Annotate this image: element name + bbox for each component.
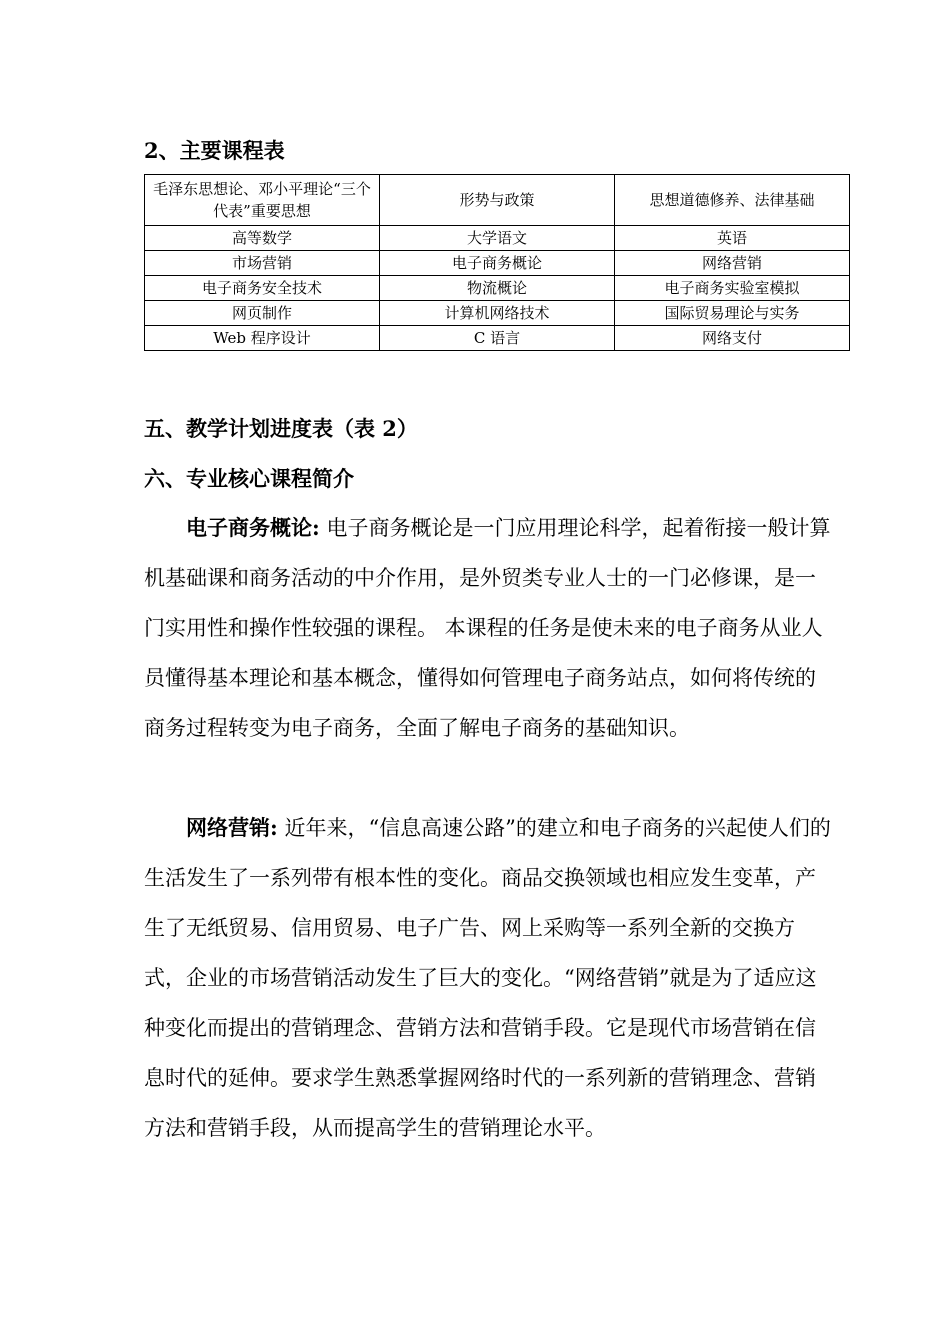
table-cell: 形势与政策 [380,175,615,226]
table-row [145,251,850,276]
table-cell: 网络支付 [615,326,850,351]
table-cell: 物流概论 [380,276,615,301]
table-row [145,175,850,226]
table-cell: Web 程序设计 [145,326,380,351]
table-cell: 大学语文 [380,226,615,251]
course-intro-ecommerce [144,503,832,753]
table-cell: 网络营销 [615,251,850,276]
course-table [144,174,850,351]
course-name: 电子商务概论: [186,515,320,540]
table-row [145,276,850,301]
table-cell: C 语言 [380,326,615,351]
course-description: 近年来，“信息高速公路”的建立和电子商务的兴起使人们的生活发生了一系列带有根本性的变化。商品交换领域也相应发生变革，产生了无纸贸易、信用贸易、电子广告、网上采购等一系列全新的交换方式，企业的市场营销活动发生了巨大的变化。“网络营销”就是为了适应这种变化而提出的营销理念、营销方法和营销手段。它是现代市场营销在信息时代的延伸。要求学生熟悉掌握网络时代的一系列新的营销理念、营销方法和营销手段，从而提高学生的营销理论水平。 [144,816,831,1140]
table-row [145,326,850,351]
course-name: 网络营销: [186,815,278,840]
table-cell: 思想道德修养、法律基础 [615,175,850,226]
table-row [145,301,850,326]
table-cell: 毛泽东思想论、邓小平理论“三个代表”重要思想 [145,175,380,226]
table-row [145,226,850,251]
course-intro-network-marketing [144,803,832,1153]
section-six-heading: 六、专业核心课程简介 [144,466,354,491]
table-cell: 英语 [615,226,850,251]
section-five-heading: 五、教学计划进度表（表 2） [144,416,418,441]
table-cell: 网页制作 [145,301,380,326]
table-cell: 电子商务概论 [380,251,615,276]
course-description: 电子商务概论是一门应用理论科学，起着衔接一般计算机基础课和商务活动的中介作用，是外贸类专业人士的一门必修课，是一门实用性和操作性较强的课程。 本课程的任务是使未来的电子商务从业人员懂得基本理论和基本概念，懂得如何管理电子商务站点，如何将传统的商务过程转变为电子商务，全面了解电子商务的基础知识。 [144,516,831,740]
table-cell: 高等数学 [145,226,380,251]
course-table-title: 2、主要课程表 [144,138,285,163]
table-cell: 电子商务安全技术 [145,276,380,301]
table-cell: 计算机网络技术 [380,301,615,326]
table-cell: 国际贸易理论与实务 [615,301,850,326]
table-cell: 电子商务实验室模拟 [615,276,850,301]
table-cell: 市场营销 [145,251,380,276]
